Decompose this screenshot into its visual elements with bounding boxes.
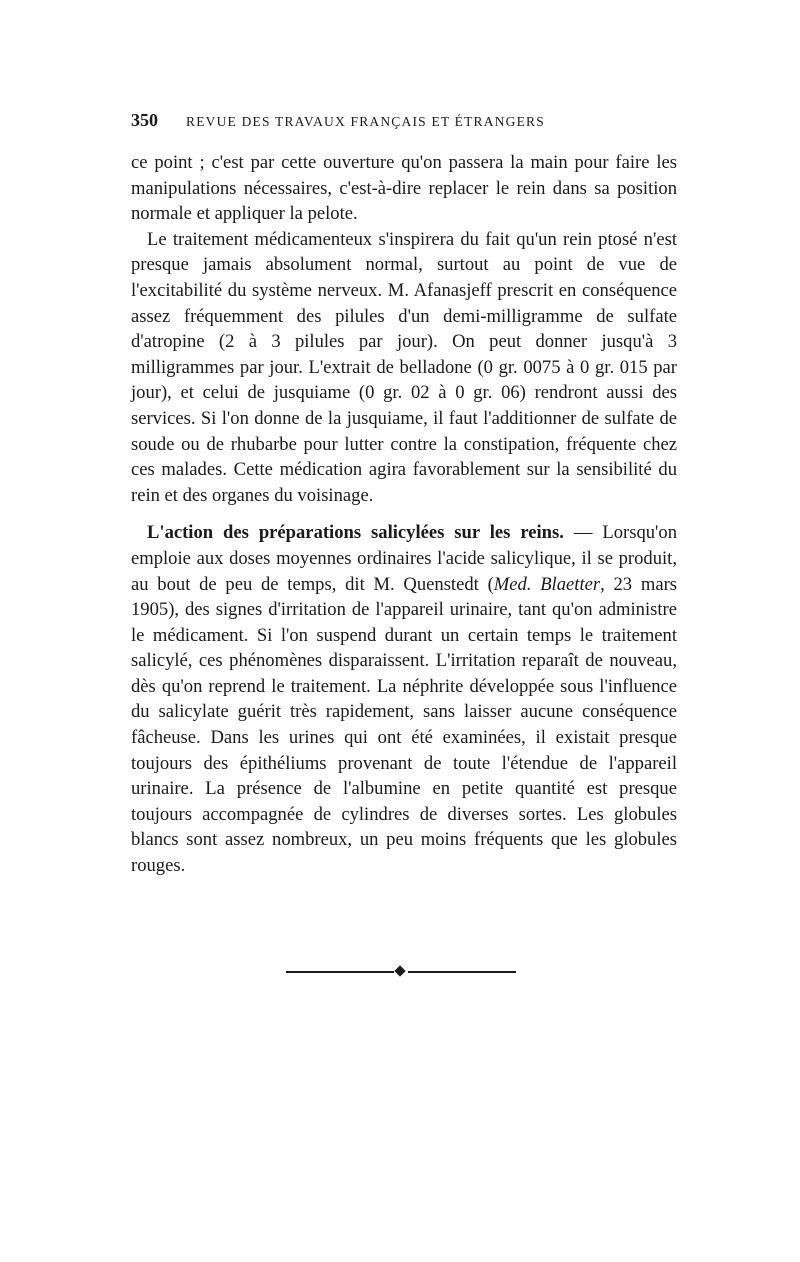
page-number: 350 <box>131 110 158 130</box>
journal-title: REVUE DES TRAVAUX FRANÇAIS ET ÉTRANGERS <box>186 114 545 129</box>
section-text-part-2: , 23 mars 1905), des signes d'irritation de l'appareil urinaire, tant qu'on administre le médicament. Si l'on suspend durant un certain temps le traitement salicylé, ces phénomènes disparaissent. L'irritation reparaît de nouveau, dès qu'on reprend le traitement. La néphrite développée sous l'influence du salicylate guérit très rapidement, sans laisser aucune conséquence fâcheuse. Dans les urines qui ont été examinées, il existait presque toujours des épithéliums provenant de toute l'étendue de l'appareil urinaire. La présence de l'albumine en petite quantité est presque toujours accompagnée de cylindres de diverses sortes. Les globules blancs sont assez nombreux, un peu moins fréquents que les globules rouges. <box>131 573 677 877</box>
document-page <box>131 110 677 879</box>
section-heading: L'action des préparations salicylées sur les reins. <box>147 522 564 544</box>
ornament-rule-left <box>286 971 394 973</box>
paragraph-treatment: Le traitement médicamenteux s'inspirera du fait qu'un rein ptosé n'est presque jamais absolument normal, surtout au point de vue de l'excitabilité du système nerveux. M. Afanasjeff prescrit en conséquence assez fréquemment des pilules d'un demi-milligramme de sulfate d'atropine (2 à 3 pilules par jour). On peut donner jusqu'à 3 milligrammes par jour. L'extrait de belladone (0 gr. 0075 à 0 gr. 015 par jour), et celui de jusquiame (0 gr. 02 à 0 gr. 06) rendront aussi des services. Si l'on donne de la jusquiame, il faut l'additionner de sulfate de soude ou de rhubarbe pour lutter contre la constipation, fréquente chez ces malades. Cette médication agira favorablement sur la sensibilité du rein et des organes du voisinage. <box>131 228 677 506</box>
section-text-part-1: — Lorsqu'on emploie aux doses moyennes ordinaires l'acide salicylique, il se produit, au bout de peu de temps, dit M. Quenstedt ( <box>131 522 677 595</box>
citation-journal: Med. Blaetter <box>493 573 601 595</box>
running-header <box>131 110 677 134</box>
ornament-rule-right <box>408 971 516 973</box>
paragraph-continued: ce point ; c'est par cette ouverture qu'on passera la main pour faire les manipulations nécessaires, c'est-à-dire replacer le rein dans sa position normale et appliquer la pelote. <box>131 152 677 225</box>
diamond-icon <box>394 965 405 976</box>
paragraph-spacer <box>131 508 677 520</box>
end-ornament <box>286 965 516 979</box>
paragraph-salicylates <box>131 520 677 878</box>
article-body <box>131 150 677 879</box>
